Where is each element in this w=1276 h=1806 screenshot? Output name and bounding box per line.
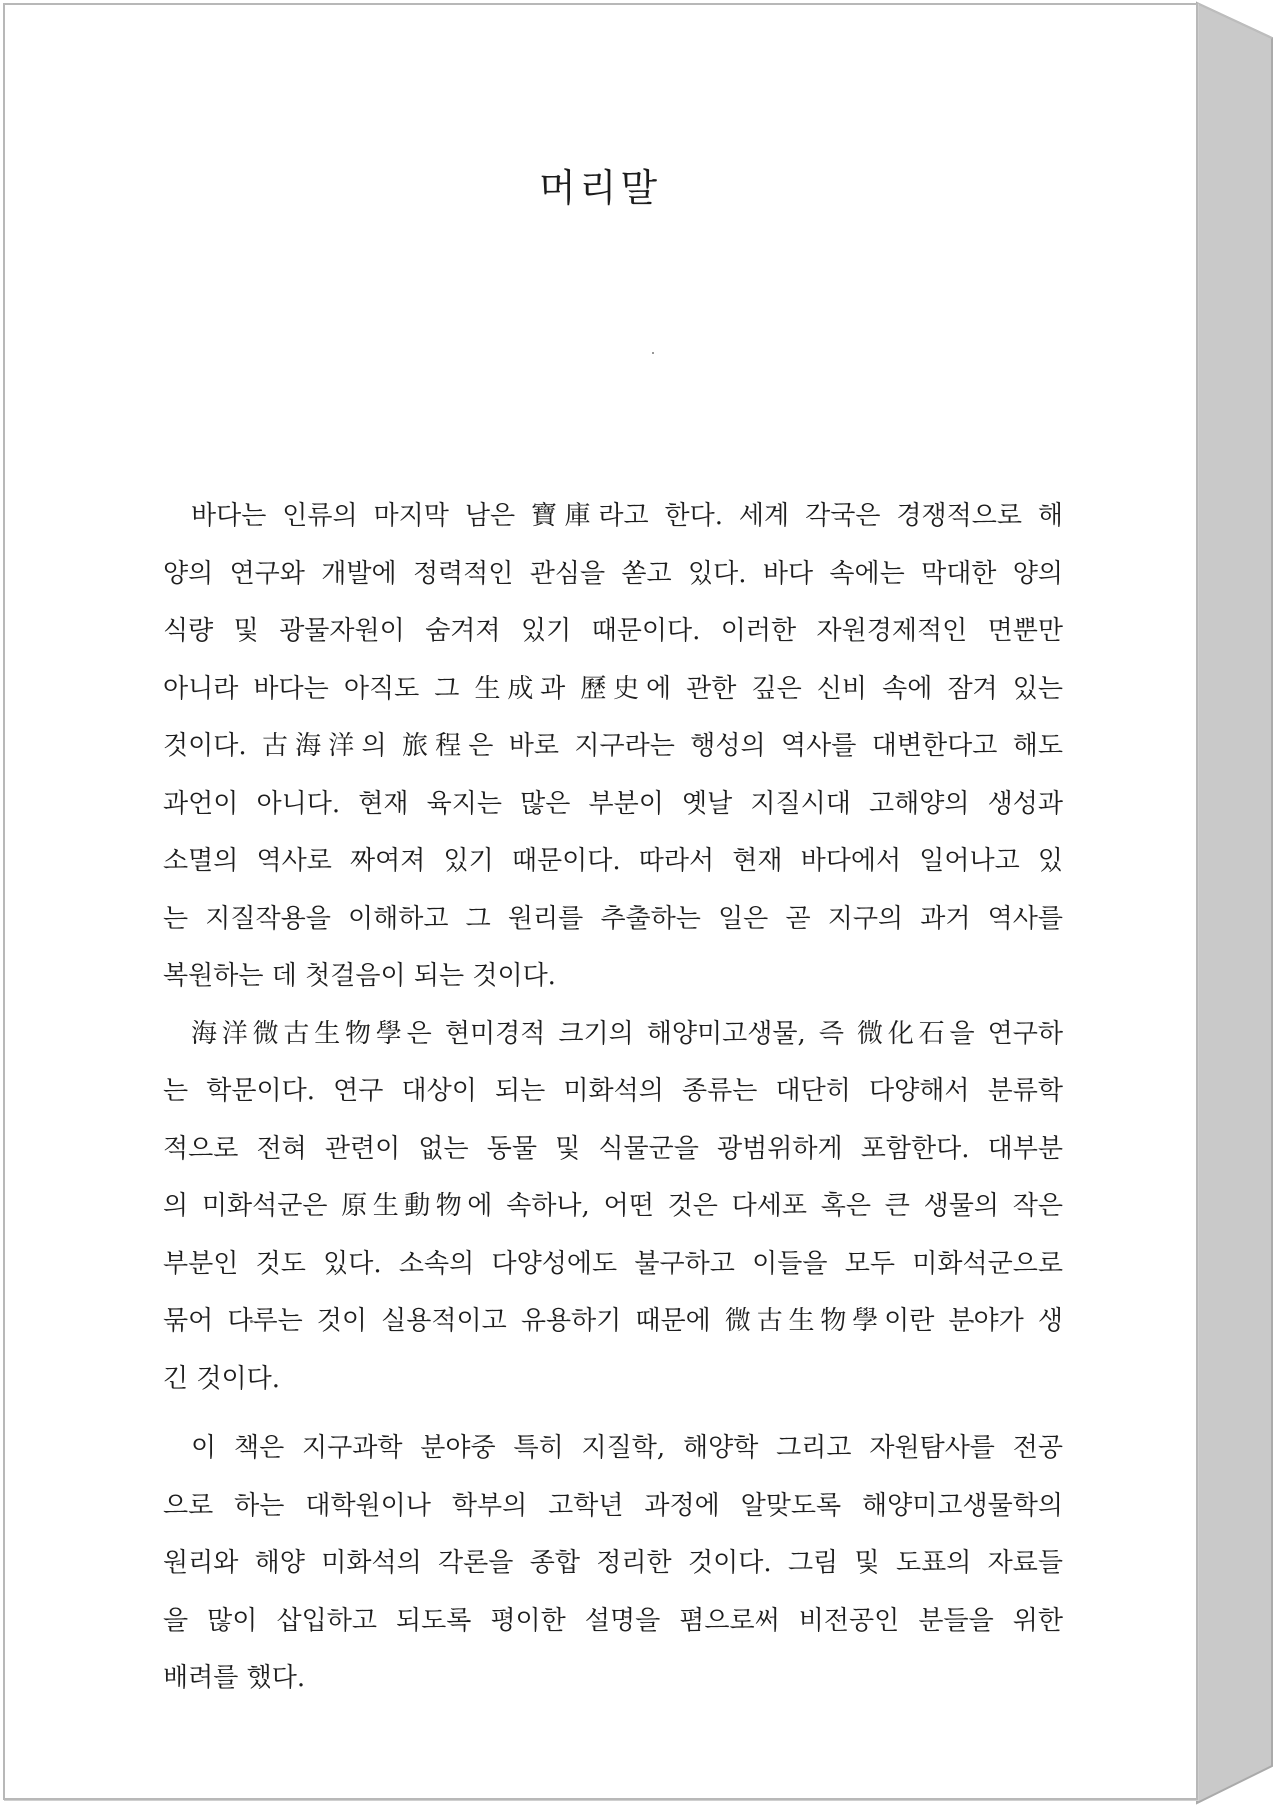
paragraph-2	[163, 1006, 1063, 1409]
paragraph-1	[163, 488, 1063, 1006]
preface-body	[163, 488, 1063, 1718]
text-line: 양의 연구와 개발에 정력적인 관심을 쏟고 있다. 바다 속에는 막대한 양의	[163, 558, 1063, 589]
text-line: 는 학문이다. 연구 대상이 되는 미화석의 종류는 대단히 다양해서 분류학	[163, 1076, 1063, 1106]
text-line: 아니라 바다는 아직도 그 生成과 歷史에 관한 깊은 신비 속에 잠겨 있는	[163, 673, 1063, 704]
page-title: 머리말	[538, 166, 662, 210]
document-page	[3, 3, 1198, 1800]
text-line: 이 책은 지구과학 분야중 특히 지질학, 해양학 그리고 자원탐사를 전공	[191, 1433, 1063, 1463]
text-line: 으로 하는 대학원이나 학부의 고학년 과정에 알맞도록 해양미고생물학의	[163, 1490, 1063, 1521]
text-line: 묶어 다루는 것이 실용적이고 유용하기 때문에 微古生物學이란 분야가 생	[163, 1306, 1063, 1336]
text-line: 긴 것이다.	[163, 1363, 280, 1394]
text-line: 을 많이 삽입하고 되도록 평이한 설명을 폄으로써 비전공인 분들을 위한	[163, 1605, 1063, 1636]
paragraph-3	[163, 1420, 1063, 1708]
text-line: 원리와 해양 미화석의 각론을 종합 정리한 것이다. 그림 및 도표의 자료들	[163, 1548, 1063, 1578]
scan-speck	[652, 352, 654, 354]
text-line: 海洋微古生物學은 현미경적 크기의 해양미고생물, 즉 微化石을 연구하	[191, 1018, 1063, 1049]
text-line: 복원하는 데 첫걸음이 되는 것이다.	[163, 961, 556, 991]
text-line: 소멸의 역사로 짜여져 있기 때문이다. 따라서 현재 바다에서 일어나고 있	[163, 846, 1063, 876]
text-line: 것이다. 古海洋의 旅程은 바로 지구라는 행성의 역사를 대변한다고 해도	[163, 731, 1063, 761]
text-line: 바다는 인류의 마지막 남은 寶庫라고 한다. 세계 각국은 경쟁적으로 해	[191, 501, 1063, 531]
text-line: 식량 및 광물자원이 숨겨져 있기 때문이다. 이러한 자원경제적인 면뿐만	[163, 616, 1063, 646]
text-line: 과언이 아니다. 현재 육지는 많은 부분이 옛날 지질시대 고해양의 생성과	[163, 788, 1063, 819]
text-line: 적으로 전혀 관련이 없는 동물 및 식물군을 광범위하게 포함한다. 대부분	[163, 1133, 1063, 1164]
text-line: 배려를 했다.	[163, 1663, 306, 1693]
text-line: 의 미화석군은 原生動物에 속하나, 어떤 것은 다세포 혹은 큰 생물의 작은	[163, 1191, 1063, 1221]
text-line: 는 지질작용을 이해하고 그 원리를 추출하는 일은 곧 지구의 과거 역사를	[163, 903, 1063, 934]
text-line: 부분인 것도 있다. 소속의 다양성에도 불구하고 이들을 모두 미화석군으로	[163, 1248, 1063, 1279]
